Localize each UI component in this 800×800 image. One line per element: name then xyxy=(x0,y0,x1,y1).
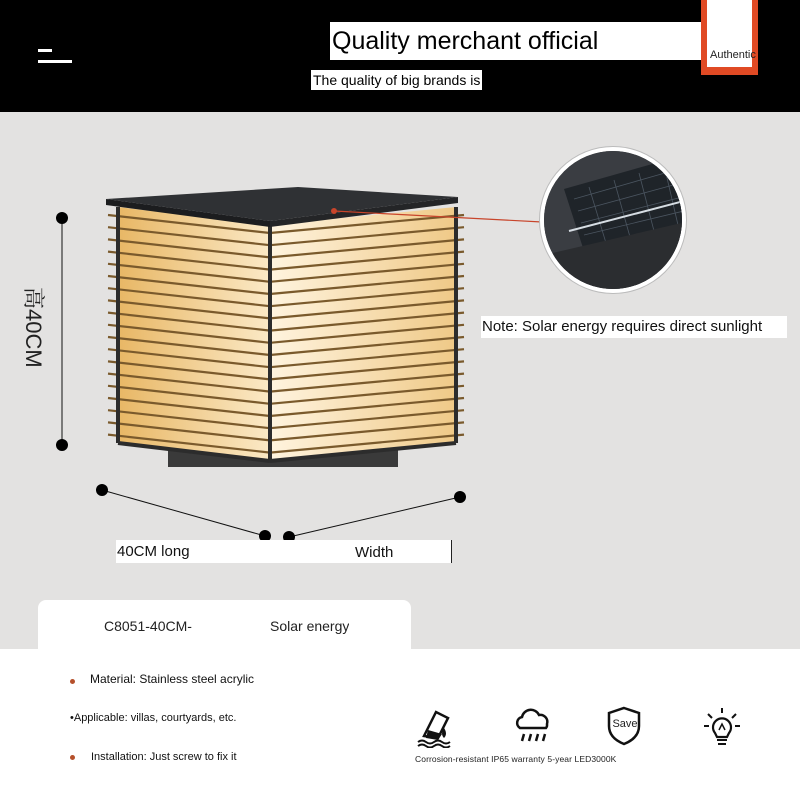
sunlight-note: Note: Solar energy requires direct sunlight xyxy=(481,316,787,338)
model-card xyxy=(38,600,411,660)
authentic-badge-label: Authentic xyxy=(710,49,756,61)
page-subtitle: The quality of big brands is xyxy=(313,72,481,88)
page-title: Quality merchant official xyxy=(330,22,750,60)
height-label: 高40CM xyxy=(21,287,46,368)
model-number: C8051-40CM- xyxy=(104,618,192,634)
feature-caption: Corrosion-resistant IP65 warranty 5-year LED3000K xyxy=(415,754,617,764)
spec-installation: Installation: Just screw to fix it xyxy=(91,751,237,763)
bullet-dot xyxy=(70,755,75,760)
length-label: 40CM long xyxy=(116,540,356,563)
bulb-icon xyxy=(702,706,742,748)
spec-applicable: •Applicable: villas, courtyards, etc. xyxy=(70,712,237,724)
corrosion-icon xyxy=(414,706,456,748)
bullet-dot xyxy=(70,679,75,684)
rain-cloud-icon xyxy=(512,708,554,744)
solar-panel-closeup xyxy=(540,147,686,293)
width-label: Width xyxy=(354,540,452,563)
spec-material: Material: Stainless steel acrylic xyxy=(90,672,255,686)
shield-label: Save xyxy=(612,718,638,730)
energy-type: Solar energy xyxy=(270,618,350,634)
